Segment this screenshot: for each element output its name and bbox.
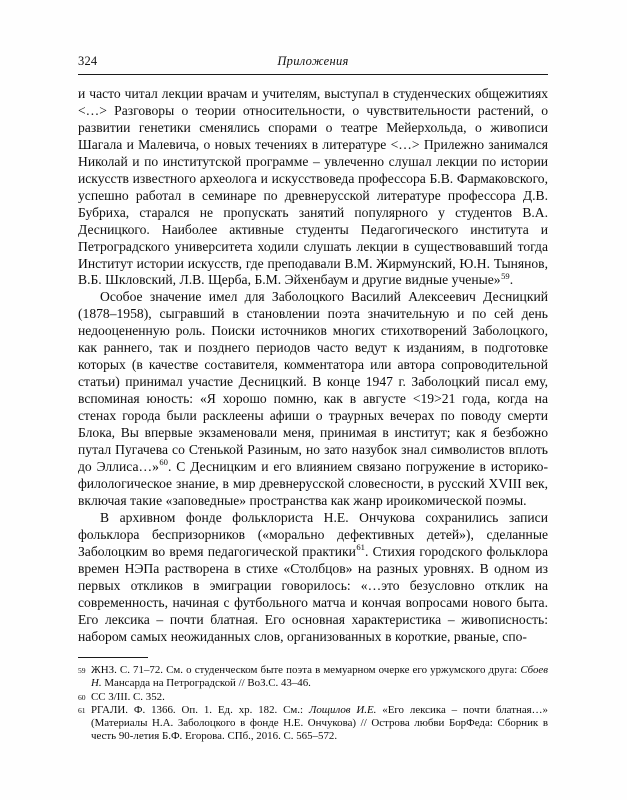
footnote-text: РГАЛИ. Ф. 1366. Оп. 1. Ед. хр. 182. См.: Лощилов И.Е. «Его лексика – почти блатная…» (Материалы Н.А. Заболоцкого в фонде Н.Е. Ончукова) // Острова любви БорФеда: Сборник в честь 90-летия Б.Ф. Егорова. СПб., 2016. С. 565–572. xyxy=(91,703,548,743)
footnote xyxy=(78,691,548,704)
emphasis-text: Сбоев Н. xyxy=(91,664,548,690)
footnote-separator-rule xyxy=(78,657,148,658)
footnotes-block xyxy=(78,664,548,744)
paragraph: Особое значение имел для Заболоцкого Василий Алексеевич Десницкий (1878–1958), сыгравший в становлении поэта значительную и по сей день недооцененную роль. Поиски источников многих стихотворений Заболоцкого, как раннего, так и позднего периодов часто ведут к изданиям, в подготовке которых (в качестве составителя, комментатора или автора сопроводительной статьи) принимал участие Десницкий. В конце 1947 г. Заболоцкий писал ему, вспоминая юность: «Я хорошо помню, как в августе <19>21 года, когда на стенах города были расклеены афиши о траурных вечерах по поводу смерти Блока, Вы впервые экзаменовали меня, принимая в институт; как я безбожно путал Пугачева со Стенькой Разиным, но зато назубок знал символистов вплоть до Эллиса…»$^{60}$. С Десницким и его влиянием связано погружение в историко-филологическое знание, в мир древнерусской словесности, в русский XVIII век, включая такие «заповедные» пространства как жанр ироикомической поэмы. xyxy=(78,289,548,508)
footnote xyxy=(78,664,548,691)
footnote-marker: 60 xyxy=(78,692,86,702)
running-head xyxy=(78,54,548,74)
footnote-text: СС 3/III. С. 352. xyxy=(91,690,165,703)
paragraph: и часто читал лекции врачам и учителям, выступал в студенческих общежитиях <…> Разговоры о теории относительности, о чувствительности растений, о развитии генетики сменялись спорами о театре Мейерхольда, о живописи Шагала и Малевича, о новых течениях в литературе <…> Прилежно занимался Николай и по институтской программе – увлеченно слушал лекции по истории искусств известного археолога и искусствоведа профессора Б.В. Фармаковского, успешно работал в семинаре по древнерусской литературе профессора Д.В. Бубриха, старался не пропускать занятий популярного у студентов В.А. Десницкого. Наиболее активные студенты Педагогического института и Петроградского университета ходили слушать лекции в существовавший тогда Институт истории искусств, где преподавали В.М. Жирмунский, Ю.Н. Тынянов, В.Б. Шкловский, Л.В. Щерба, Б.М. Эйхенбаум и другие видные ученые»$^{59}$. xyxy=(78,86,548,288)
footnote-reference: 59 xyxy=(501,270,510,281)
footnote-reference: 61 xyxy=(356,542,365,553)
page-number: 324 xyxy=(78,54,98,68)
footnote-marker: 59 xyxy=(78,666,86,675)
emphasis-text: Лощилов И.Е. xyxy=(308,703,377,716)
header-rule xyxy=(78,74,548,75)
running-head-title: Приложения xyxy=(277,54,349,68)
footnote-text: ЖНЗ. С. 71–72. См. о студенческом быте поэта в мемуарном очерке его уржумского друга: Сбоев Н. Мансарда на Петроградской // ВоЗ.С. 43–46. xyxy=(91,664,548,690)
body-text-column xyxy=(78,86,548,645)
paragraph: В архивном фонде фольклориста Н.Е. Ончукова сохранились записи фольклора беспризорников («морально дефективных детей»), сделанные Заболоцким во время педагогической практики$^{61}$. Стихия городского фольклора времен НЭПа растворена в стихе «Столбцов» на разных уровнях. В одном из первых откликов в эмиграции говорилось: «…это безусловно отклик на современность, начиная с футбольного матча и кончая вопросами нового быта. Его лексика – почти блатная. Его основная характеристика – живописность: набором самых неожиданных слов, организованных в короткие, рваные, спо- xyxy=(78,509,548,644)
footnote-reference: 60 xyxy=(159,457,168,468)
footnote-marker: 61 xyxy=(78,705,86,715)
footnote xyxy=(78,704,548,744)
